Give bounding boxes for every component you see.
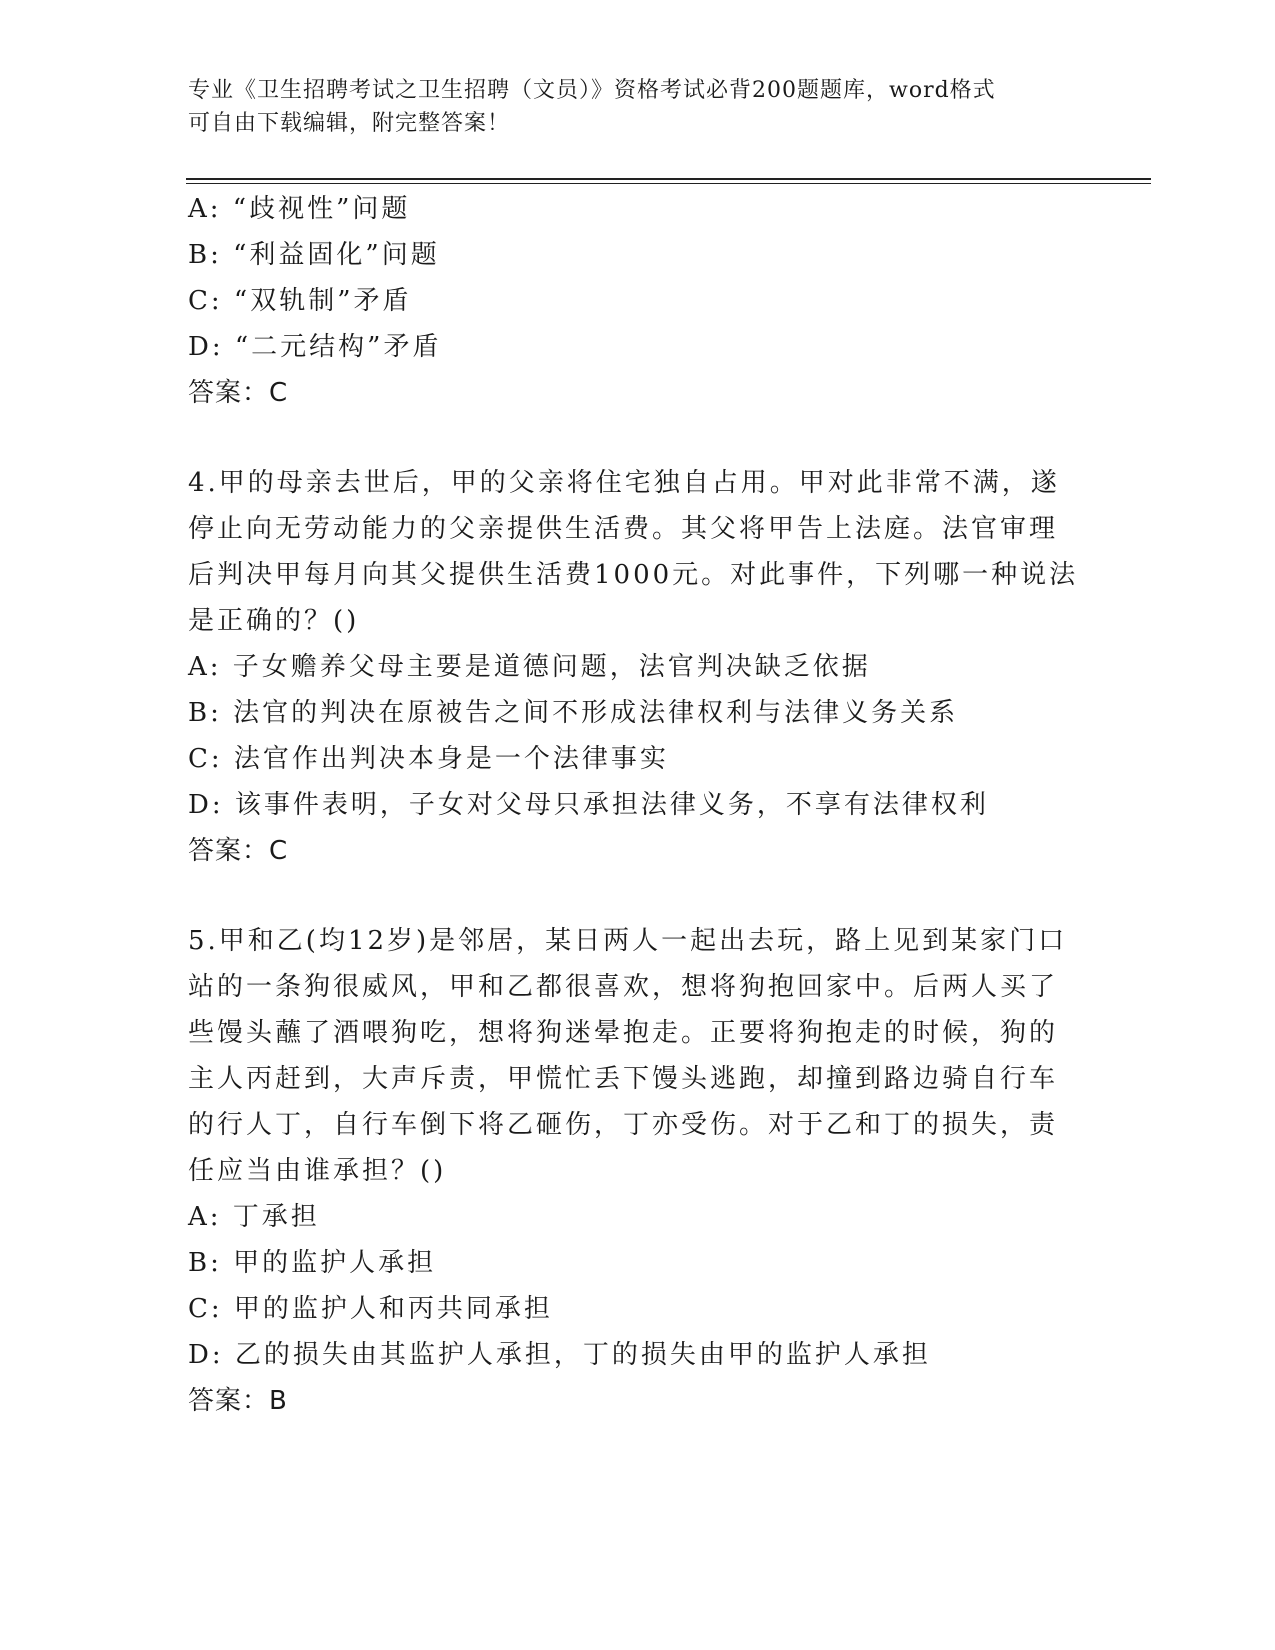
- header-divider-thin: [186, 183, 1151, 184]
- option-a: A: 丁承担: [188, 1202, 320, 1232]
- question-stem-line: 停止向无劳动能力的父亲提供生活费。其父将甲告上法庭。法官审理: [188, 514, 1059, 544]
- question-stem-line: 5.甲和乙(均12岁)是邻居，某日两人一起出去玩，路上见到某家门口: [188, 926, 1068, 956]
- question-list: [188, 186, 1088, 1424]
- question-stem-line: 4.甲的母亲去世后，甲的父亲将住宅独自占用。甲对此非常不满，遂: [188, 468, 1060, 498]
- answer-line: 答案：B: [188, 1386, 288, 1416]
- option-c: C: “双轨制”矛盾: [188, 286, 412, 316]
- option-b: B: “利益固化”问题: [188, 240, 440, 270]
- question-stem-line: 任应当由谁承担？(): [188, 1156, 447, 1186]
- option-d: D: 乙的损失由其监护人承担，丁的损失由甲的监护人承担: [188, 1340, 931, 1370]
- spacer: [188, 416, 1088, 460]
- question-stem-line: 主人丙赶到，大声斥责，甲慌忙丢下馒头逃跑，却撞到路边骑自行车: [188, 1064, 1059, 1094]
- answer-line: 答案：C: [188, 836, 289, 866]
- question-stem-line: 些馒头蘸了酒喂狗吃，想将狗迷晕抱走。正要将狗抱走的时候，狗的: [188, 1018, 1059, 1048]
- spacer: [188, 874, 1088, 918]
- answer-line: 答案：C: [188, 378, 289, 408]
- question-3: [188, 186, 1088, 416]
- header-divider-thick: [186, 178, 1151, 180]
- option-b: B: 甲的监护人承担: [188, 1248, 437, 1278]
- option-c: C: 法官作出判决本身是一个法律事实: [188, 744, 669, 774]
- header-title-line1: 专业《卫生招聘考试之卫生招聘（文员）》资格考试必背200题题库，word格式: [188, 78, 996, 103]
- option-d: D: 该事件表明，子女对父母只承担法律义务，不享有法律权利: [188, 790, 989, 820]
- option-d: D: “二元结构”矛盾: [188, 332, 442, 362]
- question-stem-line: 后判决甲每月向其父提供生活费1000元。对此事件，下列哪一种说法: [188, 560, 1079, 590]
- document-header: [188, 74, 1068, 140]
- question-stem-line: 是正确的？(): [188, 606, 360, 636]
- question-5: [188, 918, 1088, 1424]
- question-4: [188, 460, 1088, 874]
- option-a: A: 子女赡养父母主要是道德问题，法官判决缺乏依据: [188, 652, 871, 682]
- header-title-line2: 可自由下载编辑，附完整答案！: [188, 111, 511, 136]
- question-stem-line: 站的一条狗很威风，甲和乙都很喜欢，想将狗抱回家中。后两人买了: [188, 972, 1059, 1002]
- option-b: B: 法官的判决在原被告之间不形成法律权利与法律义务关系: [188, 698, 959, 728]
- question-stem-line: 的行人丁，自行车倒下将乙砸伤，丁亦受伤。对于乙和丁的损失，责: [188, 1110, 1059, 1140]
- option-a: A: “歧视性”问题: [188, 194, 411, 224]
- option-c: C: 甲的监护人和丙共同承担: [188, 1294, 553, 1324]
